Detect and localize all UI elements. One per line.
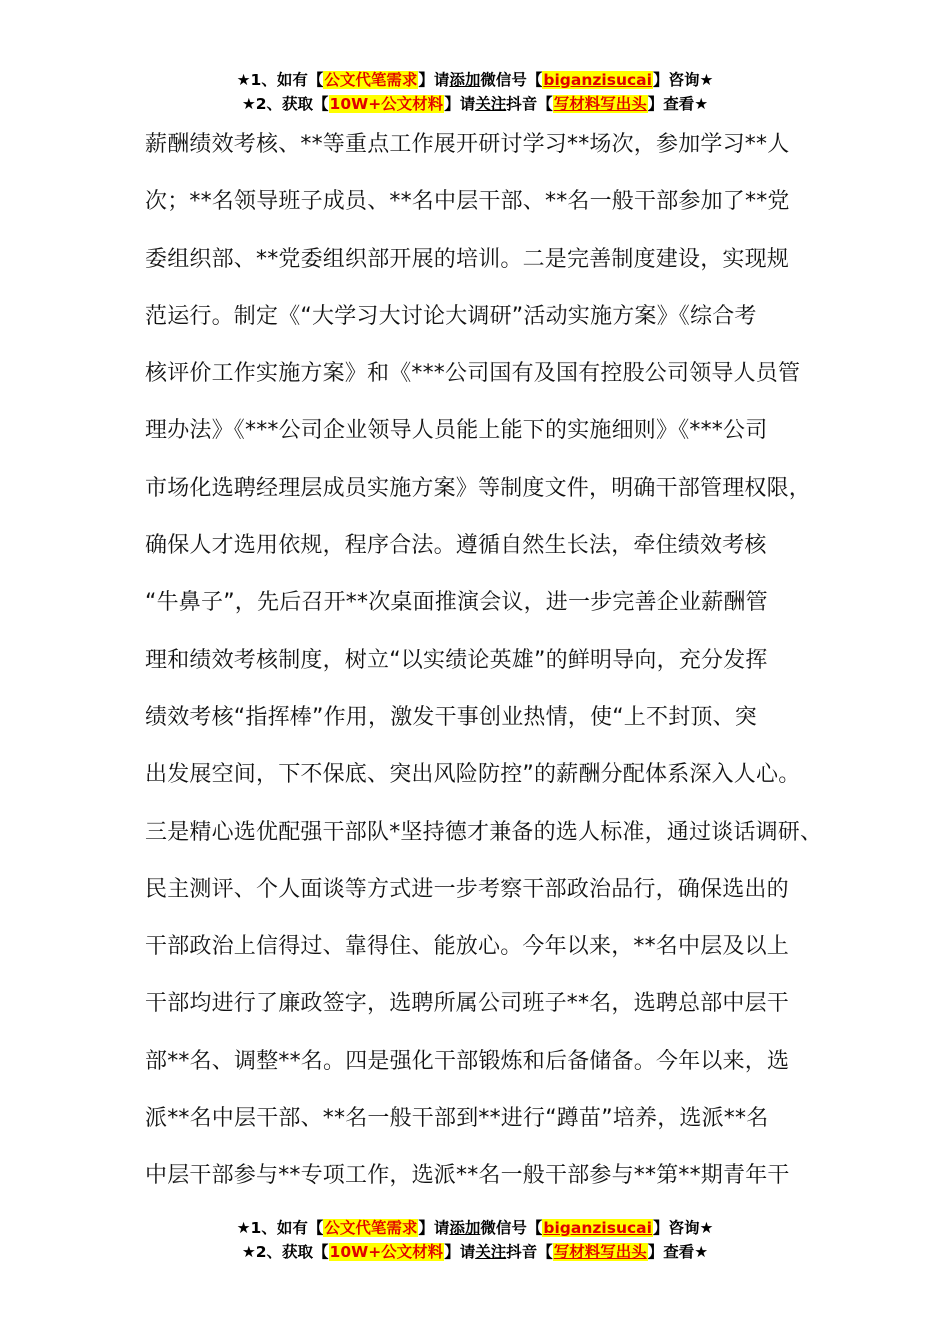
douyin-account: 写材料写出头 <box>553 1243 647 1261</box>
body-line: 绩效考核“指挥棒”作用，激发干事创业热情，使“上不封顶、突 <box>145 704 757 730</box>
body-line: 出发展空间，下不保底、突出风险防控”的薪酬分配体系深入人心。 <box>145 762 801 788</box>
highlight-writing-service: 公文代笔需求 <box>324 1219 418 1237</box>
body-line: 理和绩效考核制度，树立“以实绩论英雄”的鲜明导向，充分发挥 <box>145 647 768 673</box>
body-line: 委组织部、**党委组织部开展的培训。二是完善制度建设，实现规 <box>145 246 790 272</box>
body-line: 市场化选聘经理层成员实施方案》等制度文件，明确干部管理权限， <box>145 475 812 501</box>
highlight-writing-service: 公文代笔需求 <box>324 71 418 89</box>
body-line: 范运行。制定《“大学习大讨论大调研”活动实施方案》《综合考 <box>145 303 757 329</box>
banner-line-1: ★1、如有【公文代笔需求】请添加微信号【biganzisucai】咨询★ <box>236 1219 714 1237</box>
footer-banner <box>0 1216 950 1264</box>
header-banner <box>0 68 950 116</box>
body-line: 民主测评、个人面谈等方式进一步考察干部政治品行，确保选出的 <box>145 876 789 902</box>
body-line: 部**名、调整**名。四是强化干部锻炼和后备储备。今年以来，选 <box>145 1048 790 1074</box>
body-line: 干部均进行了廉政签字，选聘所属公司班子**名，选聘总部中层干 <box>145 991 790 1017</box>
body-line: 确保人才选用依规，程序合法。遵循自然生长法，牵住绩效考核 <box>145 533 767 559</box>
body-line: “牛鼻子”，先后召开**次桌面推演会议，进一步完善企业薪酬管 <box>145 590 768 616</box>
banner-line-2: ★2、获取【10W+公文材料】请关注抖音【写材料写出头】查看★ <box>241 1243 709 1261</box>
body-line: 次；**名领导班子成员、**名中层干部、**名一般干部参加了**党 <box>145 189 790 215</box>
highlight-materials: 10W+公文材料 <box>329 1243 444 1261</box>
document-body <box>145 122 835 1211</box>
wechat-id: biganzisucai <box>543 1219 652 1237</box>
banner-line-2: ★2、获取【10W+公文材料】请关注抖音【写材料写出头】查看★ <box>241 95 709 113</box>
body-line: 干部政治上信得过、靠得住、能放心。今年以来，**名中层及以上 <box>145 934 790 960</box>
body-line: 派**名中层干部、**名一般干部到**进行“蹲苗”培养，选派**名 <box>145 1106 769 1132</box>
body-line: 理办法》《***公司企业领导人员能上能下的实施细则》《***公司 <box>145 418 768 444</box>
body-line: 薪酬绩效考核、**等重点工作展开研讨学习**场次，参加学习**人 <box>145 132 790 157</box>
highlight-materials: 10W+公文材料 <box>329 95 444 113</box>
douyin-account: 写材料写出头 <box>553 95 647 113</box>
banner-line-1: ★1、如有【公文代笔需求】请添加微信号【biganzisucai】咨询★ <box>236 71 714 89</box>
wechat-id: biganzisucai <box>543 71 652 89</box>
body-line: 中层干部参与**专项工作，选派**名一般干部参与**第**期青年干 <box>145 1163 790 1189</box>
body-line: 核评价工作实施方案》和《***公司国有及国有控股公司领导人员管 <box>145 361 801 387</box>
body-line: 三是精心选优配强干部队*坚持德才兼备的选人标准，通过谈话调研、 <box>145 819 823 845</box>
